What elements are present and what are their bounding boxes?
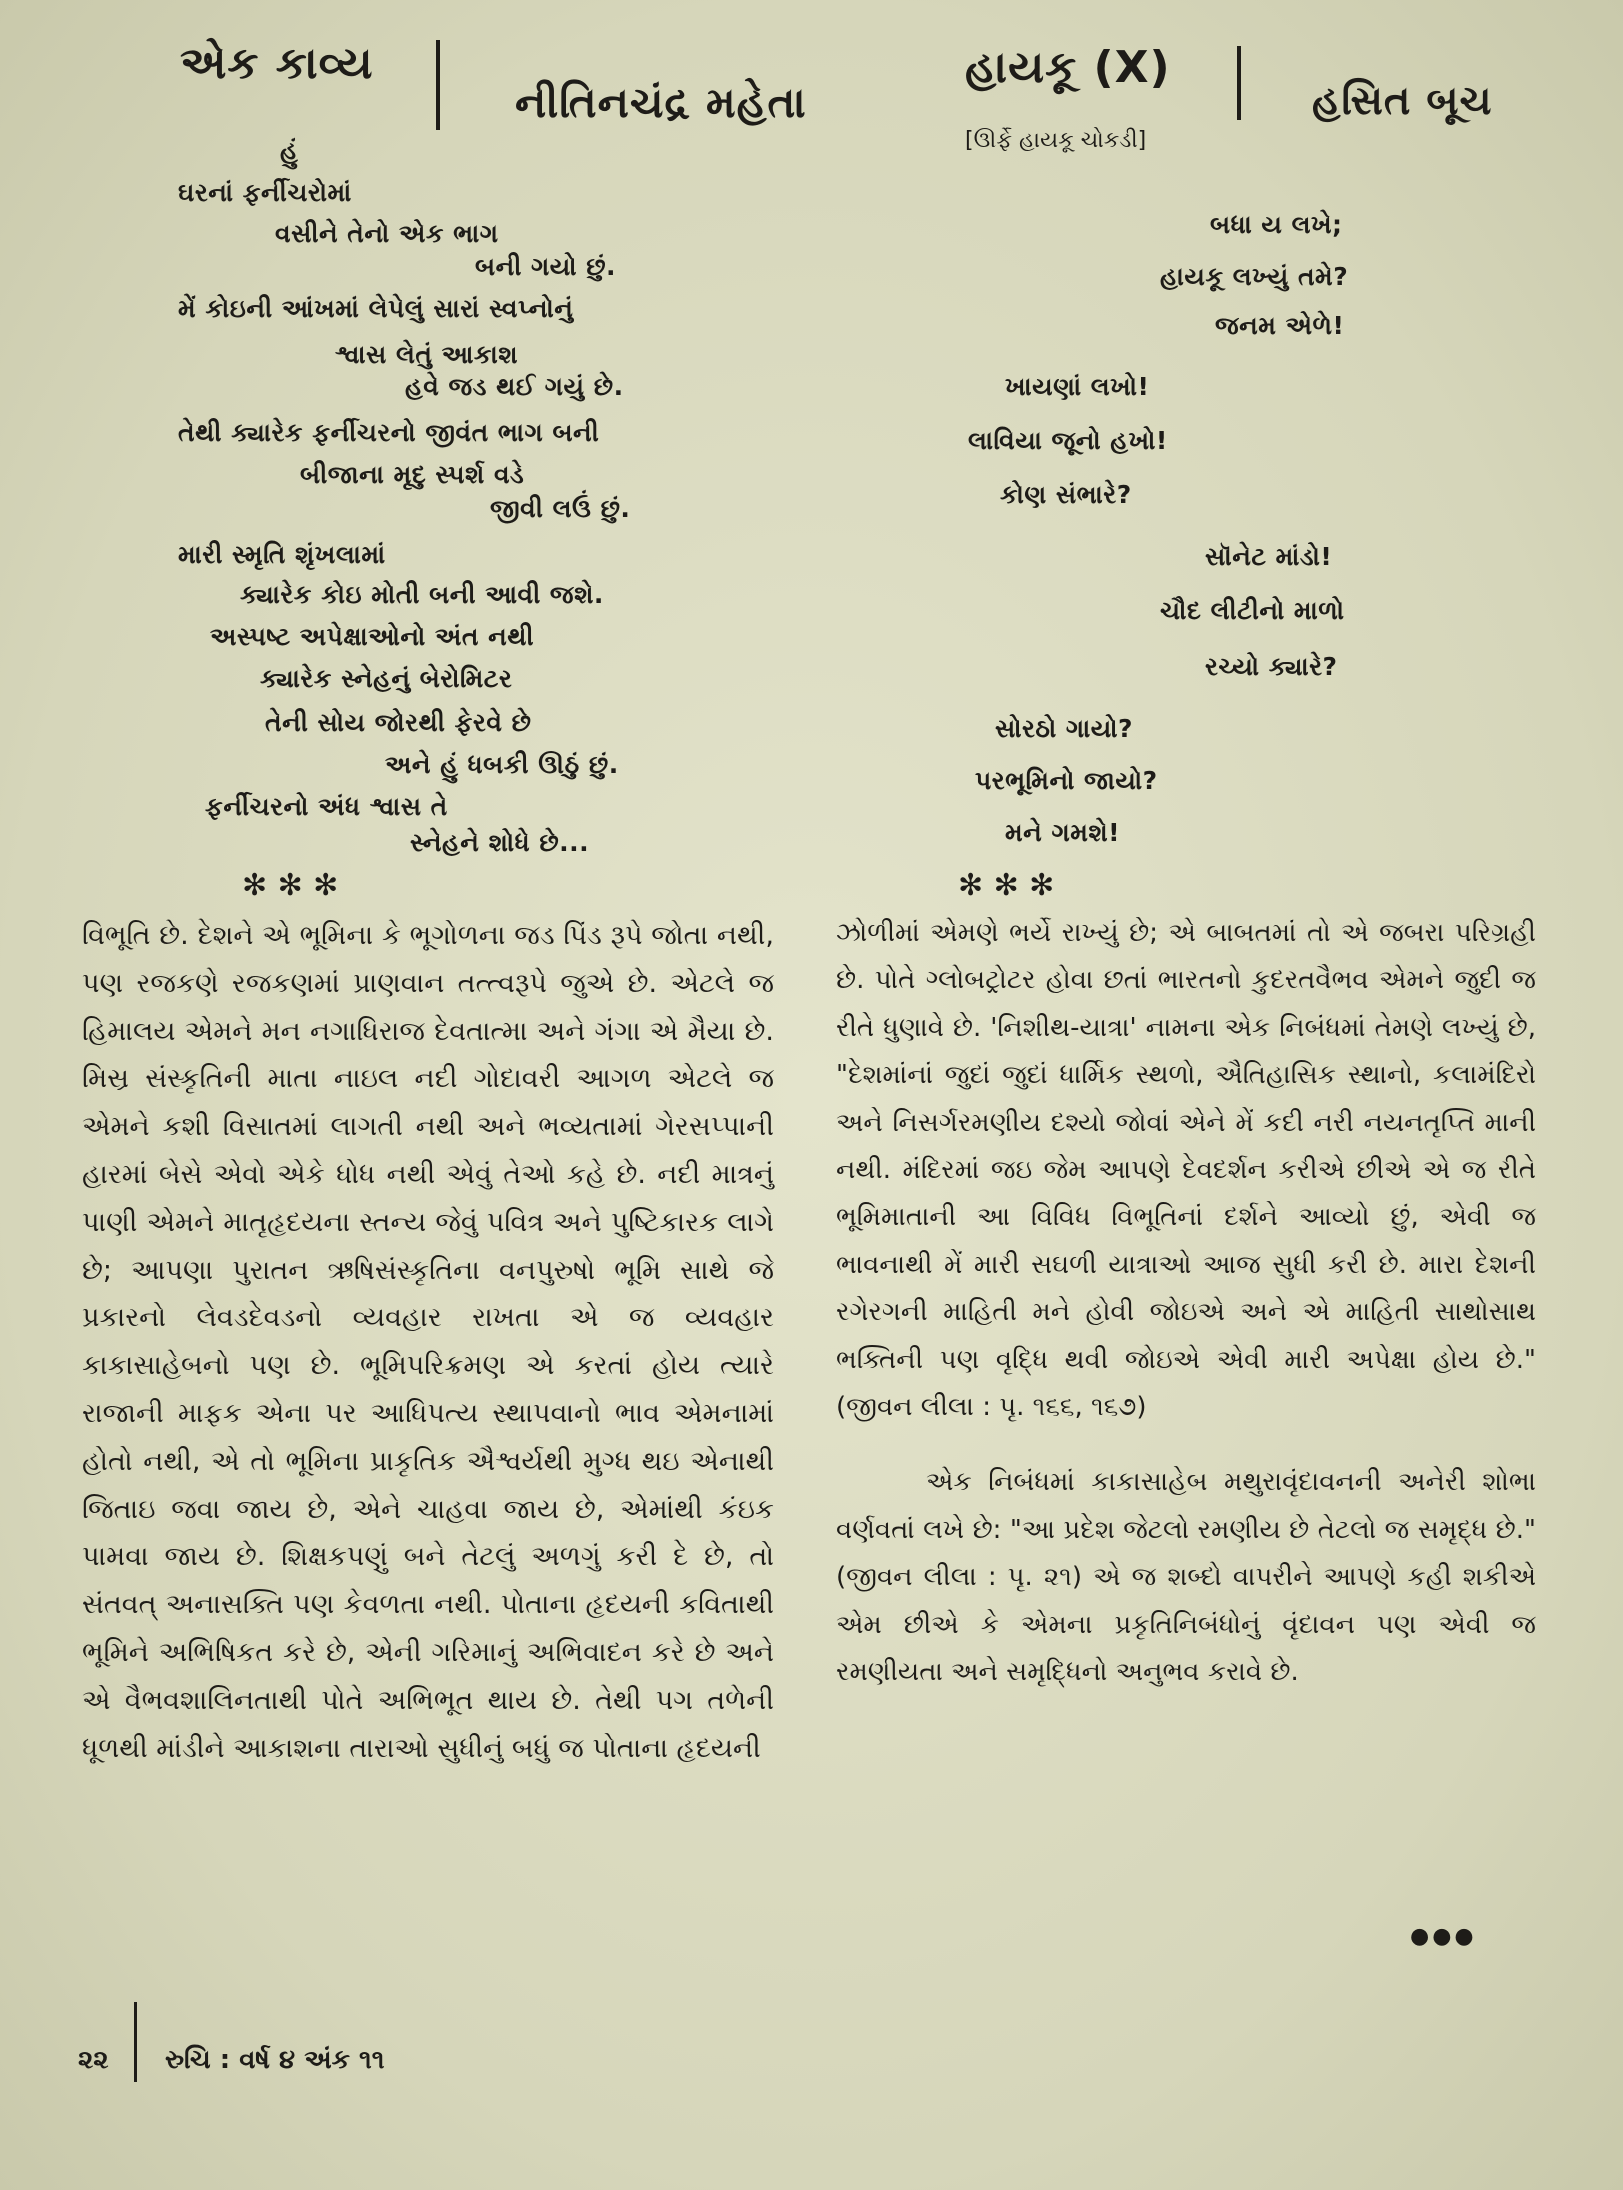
poem-line: બની ગયો છું. [475,252,617,281]
poem-line: મને ગમશે! [1005,818,1121,847]
right-poem-subtitle: [ઊર્ફે હાયકૂ ચોકડી] [965,128,1147,153]
poem-line: સ્નેહને શોધે છે... [410,828,590,857]
journal-reference: રુચિ : વર્ષ ૪ અંક ૧૧ [165,2045,385,2075]
poem-line: તેથી ક્યારેક ફર્નીચરનો જીવંત ભાગ બની [178,418,600,447]
poem-line: હું [280,136,299,165]
right-poem-title: હાયકૂ (X) [965,42,1171,93]
page-number: ૨૨ [78,2045,109,2075]
right-poem-author: હસિત બૂચ [1312,78,1493,124]
left-header-divider [436,40,440,130]
poem-line: મેં કોઇની આંખમાં લેપેલું સારાં સ્વપ્નોનું [178,294,574,323]
poem-line: અસ્પષ્ટ અપેક્ષાઓનો અંત નથી [210,622,535,651]
poem-line: અને હું ધબકી ઊઠું છું. [385,750,619,779]
poem-line: તેની સોય જોરથી ફેરવે છે [265,708,532,737]
right-separator: ✻ ✻ ✻ [958,868,1055,903]
right-paragraph-2: એક નિબંધમાં કાકાસાહેબ મથુરાવૃંદાવનની અનેરી શોભા વર્ણવતાં લખે છે: "આ પ્રદેશ જેટલો રમણીય છે તેટલો જ સમૃદ્ધ છે." (જીવન લીલા : પૃ. ૨૧) એ જ શબ્દો વાપરીને આપણે કહી શકીએ એમ છીએ કે એમના પ્રકૃતિનિબંધોનું વૃંદાવન પણ એવી જ રમણીયતા અને સમૃદ્ધિનો અનુભવ કરાવે છે. [836,1467,1536,1688]
poem-line: સૉનેટ માંડો! [1205,542,1333,571]
poem-line: ક્યારેક સ્નેહનું બેરોમિટર [260,664,513,693]
right-paragraph-1: ઝોળીમાં એમણે ભર્યે રાખ્યું છે; એ બાબતમાં તો એ જબરા પરિગ્રહી છે. પોતે ગ્લોબટ્રોટર હોવા છતાં ભારતનો કુદરતવૈભવ એમને જુદી જ રીતે ધુણાવે છે. 'નિશીથ-યાત્રા' નામના એક નિબંધમાં તેમણે લખ્યું છે, "દેશમાંનાં જુદાં જુદાં ધાર્મિક સ્થળો, ઐતિહાસિક સ્થાનો, કલામંદિરો અને નિસર્ગરમણીય દશ્યો જોવાં એને મેં કદી નરી નયનતૃપ્તિ માની નથી. મંદિરમાં જઇ જેમ આપણે દેવદર્શન કરીએ છીએ એ જ રીતે ભૂમિમાતાની આ વિવિધ વિભૂતિનાં દર્શને આવ્યો છું, એવી જ ભાવનાથી મેં મારી સઘળી યાત્રાઓ આજ સુધી કરી છે. મારા દેશની રગેરગની માહિતી મને હોવી જોઇએ અને એ માહિતી સાથોસાથ ભક્તિની પણ વૃદ્ધિ થવી જોઇએ એવી મારી અપેક્ષા હોય છે." (જીવન લીલા : પૃ. ૧૬૬, ૧૬૭) [836,918,1536,1423]
left-poem-author: નીતિનચંદ્ર મહેતા [515,78,807,127]
poem-line: ફર્નીચરનો અંધ શ્વાસ તે [205,792,448,821]
left-body-text: વિભૂતિ છે. દેશને એ ભૂમિના કે ભૂગોળના જડ પિંડ રૂપે જોતા નથી, પણ રજકણે રજકણમાં પ્રાણવાન તત્ત્વરૂપે જુએ છે. એટલે જ હિમાલય એમને મન નગાધિરાજ દેવતાત્મા અને ગંગા એ મૈયા છે. મિસ્ર સંસ્કૃતિની માતા નાઇલ નદી ગોદાવરી આગળ એટલે જ એમને કશી વિસાતમાં લાગતી નથી અને ભવ્યતામાં ગેરસપ્પાની હારમાં બેસે એવો એકે ધોધ નથી એવું તેઓ કહે છે. નદી માત્રનું પાણી એમને માતૃહૃદયના સ્તન્ય જેવું પવિત્ર અને પુષ્ટિકારક લાગે છે; આપણા પુરાતન ઋષિસંસ્કૃતિના વનપુરુષો ભૂમિ સાથે જે પ્રકારનો લેવડદેવડનો વ્યવહાર રાખતા એ જ વ્યવહાર કાકાસાહેબનો પણ છે. ભૂમિપરિક્રમણ એ કરતાં હોય ત્યારે રાજાની માફક એના પર આધિપત્ય સ્થાપવાનો ભાવ એમનામાં હોતો નથી, એ તો ભૂમિના પ્રાકૃતિક ઐશ્વર્યથી મુગ્ધ થઇ એનાથી જિતાઇ જવા જાય છે, એને ચાહવા જાય છે, એમાંથી કંઇક પામવા જાય છે. શિક્ષકપણું બને તેટલું અળગું કરી દે છે, તો સંતવત્ અનાસક્તિ પણ કેવળતા નથી. પોતાના હૃદયની કવિતાથી ભૂમિને અભિષિકત કરે છે, એની ગરિમાનું અભિવાદન કરે છે અને એ વૈભવશાલિનતાથી પોતે અભિભૂત થાય છે. તેથી પગ તળેની ધૂળથી માંડીને આકાશના તારાઓ સુધીનું બધું જ પોતાના હૃદયની [82,920,774,1764]
left-poem-title: એક કાવ્ય [180,38,374,89]
poem-line: ચૌદ લીટીનો માળો [1160,596,1345,625]
poem-line: મારી સ્મૃતિ શૃંખલામાં [178,540,386,569]
poem-line: જનમ એળે! [1215,311,1345,340]
poem-line: ક્યારેક કોઇ મોતી બની આવી જશે. [240,580,604,609]
poem-line: જીવી લઉં છું. [490,494,631,523]
end-marks: ●●● [1410,1924,1477,1949]
poem-line: બધા ય લખે; [1210,210,1343,239]
poem-line: હાયકૂ લખ્યું તમે? [1160,262,1349,291]
left-separator: ✻ ✻ ✻ [242,868,339,903]
footer-divider [134,2002,137,2082]
right-body-text [836,910,1536,1697]
poem-line: હવે જડ થઈ ગયું છે. [405,372,624,401]
poem-line: રચ્યો ક્યારે? [1205,652,1338,681]
poem-line: ઘરનાં ફર્નીચરોમાં [178,178,352,207]
poem-line: વસીને તેનો એક ભાગ [275,219,499,248]
poem-line: કોણ સંભારે? [1000,480,1132,509]
poem-line: શ્વાસ લેતું આકાશ [335,340,518,369]
poem-line: ખાયણાં લખો! [1005,372,1150,401]
poem-line: બીજાના મૃદુ સ્પર્શ વડે [300,460,525,489]
poem-line: પરભૂમિનો જાયો? [975,766,1158,795]
poem-line: લાવિયા જૂનો હખો! [968,426,1168,455]
right-header-divider [1237,46,1241,120]
poem-line: સોરઠો ગાયો? [995,714,1134,743]
